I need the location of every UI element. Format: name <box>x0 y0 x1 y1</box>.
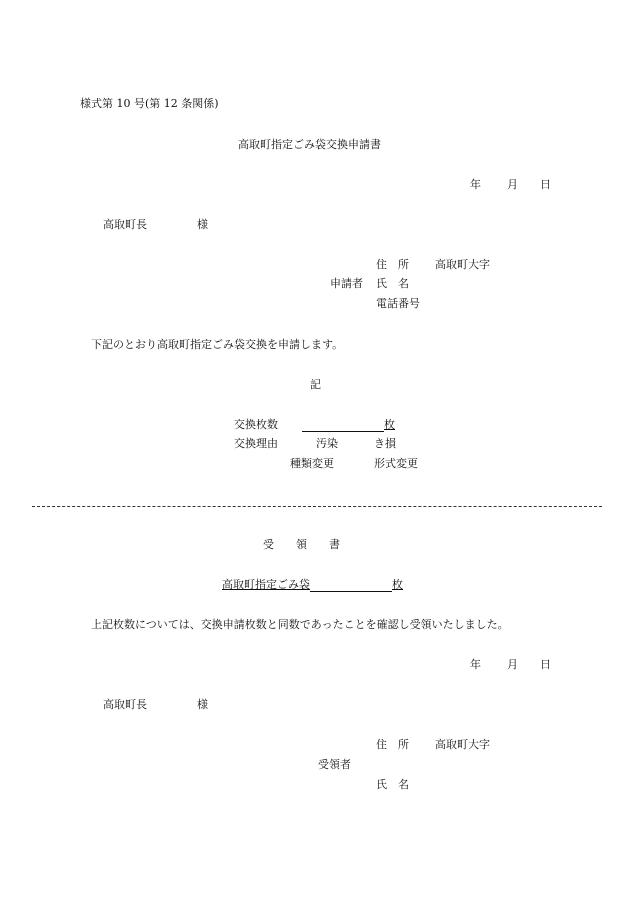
receipt-confirm-text: 上記枚数については、交換申請枚数と同数であったことを確認し受領いたしました。 <box>91 618 509 631</box>
cut-line-divider <box>32 506 602 507</box>
receiver-label: 受領者 <box>318 758 351 771</box>
receipt-addressee-name: 高取町長 <box>103 698 147 711</box>
receipt-date-month: 月 <box>507 658 518 671</box>
receipt-title: 受 領 書 <box>263 538 340 551</box>
receipt-count-blank[interactable] <box>310 579 392 592</box>
reason-option-contamination[interactable]: 汚染 <box>316 437 338 450</box>
receipt-bag-field <box>222 578 403 592</box>
ki-label: 記 <box>310 378 321 391</box>
addressee-honorific: 様 <box>197 218 208 231</box>
reason-option-damage[interactable]: き損 <box>374 437 396 450</box>
applicant-phone-label: 電話番号 <box>376 297 420 310</box>
form-date-month: 月 <box>507 178 518 191</box>
applicant-label: 申請者 <box>330 277 363 290</box>
applicant-name-label: 氏 名 <box>376 277 409 290</box>
receipt-date-year: 年 <box>470 658 481 671</box>
exchange-count-label: 交換枚数 <box>234 418 278 431</box>
applicant-address-label: 住 所 <box>376 258 409 271</box>
form-body-text: 下記のとおり高取町指定ごみ袋交換を申請します。 <box>91 338 344 351</box>
reason-option-format-change[interactable]: 形式変更 <box>374 457 418 470</box>
applicant-address-value: 高取町大字 <box>435 258 490 271</box>
receipt-bag-label: 高取町指定ごみ袋 <box>222 578 310 591</box>
reason-label: 交換理由 <box>234 437 278 450</box>
addressee-name: 高取町長 <box>103 218 147 231</box>
receiver-address-value: 高取町大字 <box>435 738 490 751</box>
form-date-day: 日 <box>540 178 551 191</box>
form-title: 高取町指定ごみ袋交換申請書 <box>238 138 381 151</box>
receipt-addressee-honorific: 様 <box>197 698 208 711</box>
form-number: 様式第 10 号(第 12 条関係) <box>80 97 219 110</box>
receiver-address-label: 住 所 <box>376 738 409 751</box>
exchange-count-field[interactable] <box>302 418 395 432</box>
reason-option-type-change[interactable]: 種類変更 <box>290 457 334 470</box>
exchange-count-blank[interactable] <box>302 419 384 432</box>
exchange-count-unit: 枚 <box>384 418 395 431</box>
receipt-count-unit: 枚 <box>392 578 403 591</box>
receiver-name-label: 氏 名 <box>376 778 409 791</box>
form-date-year: 年 <box>470 178 481 191</box>
receipt-date-day: 日 <box>540 658 551 671</box>
